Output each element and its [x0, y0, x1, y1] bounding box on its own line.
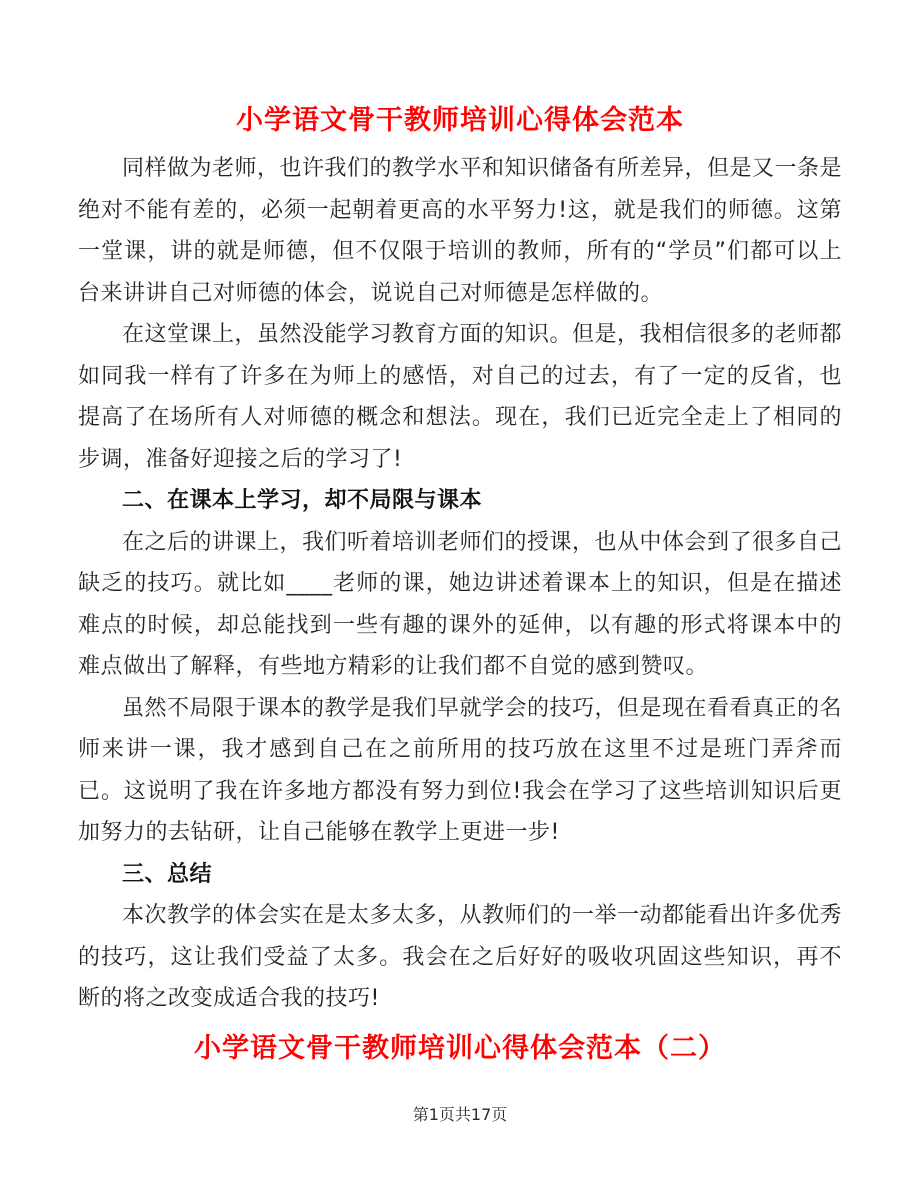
paragraph-zongjie: 本次教学的体会实在是太多太多，从教师们的一举一动都能看出许多优秀的技巧，这让我们受益了太多。我会在之后好好的吸收巩固这些知识，再不断的将之改变成适合我的技巧! — [78, 903, 843, 1011]
document-title: 小学语文骨干教师培训心得体会范本 — [236, 105, 684, 136]
paragraph-shide-2: 在这堂课上，虽然没能学习教育方面的知识。但是，我相信很多的老师都如同我一样有了许多在为师上的感悟，对自己的过去，有了一定的反省，也提高了在场所有人对师德的概念和想法。现在，我们已近完全走上了相同的步调，准备好迎接之后的学习了! — [78, 322, 843, 472]
section-heading-3: 三、总结 — [122, 861, 213, 887]
paragraph-kebenxuexi-1: 在之后的讲课上，我们听着培训老师们的授课，也从中体会到了很多自己缺乏的技巧。就比如____老师的课，她边讲述着课本上的知识，但是在描述难点的时候，却总能找到一些有趣的课外的延伸，以有趣的形式将课本中的难点做出了解释，有些地方精彩的让我们都不自觉的感到赞叹。 — [78, 529, 843, 679]
section-heading-2: 二、在课本上学习，却不局限与课本 — [122, 488, 483, 513]
paragraph-shide-1: 同样做为老师，也许我们的教学水平和知识储备有所差异，但是又一条是绝对不能有差的，必须一起朝着更高的水平努力!这，就是我们的师德。这第一堂课，讲的就是师德，但不仅限于培训的教师，所有的“学员”们都可以上台来讲讲自己对师德的体会，说说自己对师德是怎样做的。 — [78, 156, 843, 306]
document-title-second: 小学语文骨干教师培训心得体会范本（二） — [194, 1032, 726, 1064]
paragraph-kebenxuexi-2: 虽然不局限于课本的教学是我们早就学会的技巧，但是现在看看真正的名师来讲一课，我才感到自己在之前所用的技巧放在这里不过是班门弄斧而已。这说明了我在许多地方都没有努力到位!我会在学习了这些培训知识后更加努力的去钻研，让自己能够在教学上更进一步! — [78, 695, 843, 845]
page-number-footer: 第1页共17页 — [412, 1105, 508, 1124]
